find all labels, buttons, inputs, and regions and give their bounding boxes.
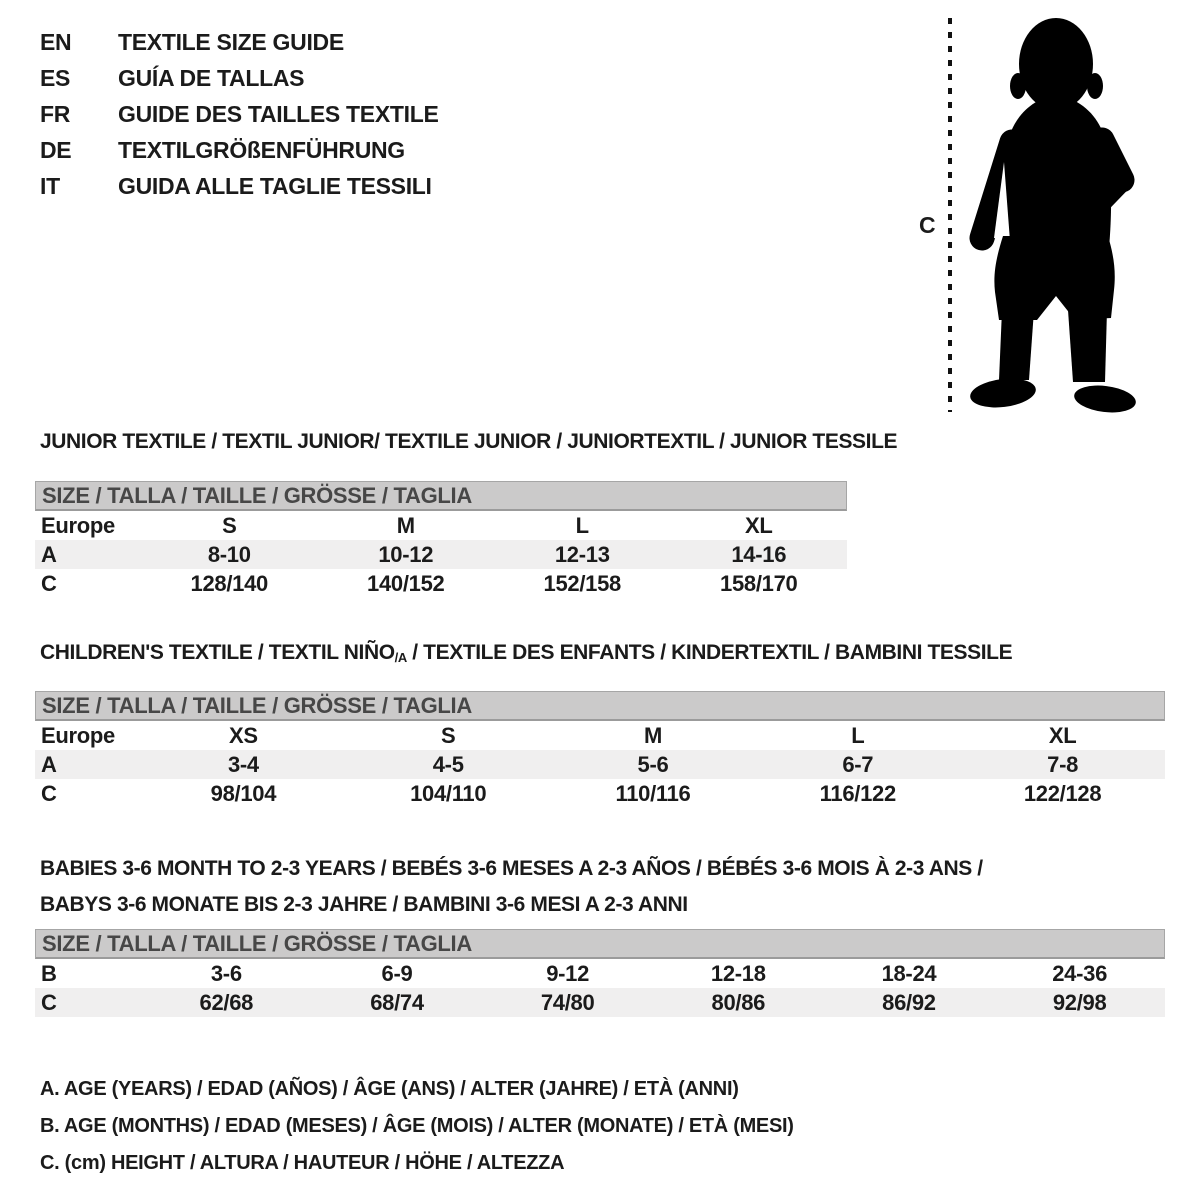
junior-age-row [35,540,847,569]
table-cell: 140/152 [367,570,445,596]
children-age-row [35,750,1165,779]
table-cell: 4-5 [346,750,551,779]
babies-title-line1: BABIES 3-6 MONTH TO 2-3 YEARS / BEBÉS 3-6 MESES A 2-3 AÑOS / BÉBÉS 3-6 MOIS À 2-3 ANS / [40,857,983,880]
language-row-fr [40,96,439,132]
children-section-title [40,641,1012,665]
table-cell: 80/86 [653,988,824,1017]
baby-silhouette-icon [969,18,1138,416]
table-cell: 98/104 [210,780,277,806]
table-cell: 6-9 [381,960,413,986]
table-cell: 5-6 [551,750,756,779]
table-cell: 18-24 [881,960,937,986]
table-cell: 74/80 [482,988,653,1017]
language-title: GUÍA DE TALLAS [118,64,305,91]
table-cell: 62/68 [141,988,312,1017]
legend-line-age-years: A. AGE (YEARS) / EDAD (AÑOS) / ÂGE (ANS) / ALTER (JAHRE) / ETÀ (ANNI) [40,1078,739,1100]
language-code: ES [40,64,71,91]
table-cell: L [851,722,865,748]
language-title-list [40,24,439,204]
table-cell: 10-12 [318,540,495,569]
height-measure-label: C [919,212,936,238]
junior-header-row [35,511,847,540]
table-cell: 158/170 [720,570,798,596]
children-size-table [35,721,1165,808]
table-cell: C [41,780,57,806]
children-title-text: CHILDREN'S TEXTILE / TEXTIL NIÑO [40,641,395,664]
table-cell: L [575,512,589,538]
babies-size-table [35,959,1165,1017]
baby-silhouette-figure [915,10,1145,420]
junior-section-title: JUNIOR TEXTILE / TEXTIL JUNIOR/ TEXTILE JUNIOR / JUNIORTEXTIL / JUNIOR TESSILE [40,430,898,453]
table-cell: 12-13 [494,540,671,569]
legend-line-age-months: B. AGE (MONTHS) / EDAD (MESES) / ÂGE (MOIS) / ALTER (MONATE) / ETÀ (MESI) [40,1115,794,1137]
table-cell: 86/92 [824,988,995,1017]
table-cell: 8-10 [141,540,318,569]
children-title-sub: /A [394,650,407,665]
table-cell: 9-12 [546,960,590,986]
table-cell: 110/116 [615,780,691,806]
babies-height-row [35,988,1165,1017]
language-title: TEXTILE SIZE GUIDE [118,28,344,55]
table-cell: M [643,722,662,748]
babies-size-header-bar: SIZE / TALLA / TAILLE / GRÖSSE / TAGLIA [35,929,1165,959]
table-cell: 92/98 [994,988,1165,1017]
table-cell: 122/128 [1023,780,1102,806]
language-row-en [40,24,439,60]
language-code: DE [40,136,72,163]
babies-section-title [40,851,983,923]
junior-height-row [35,569,847,598]
table-cell: 116/122 [819,780,896,806]
table-cell: A [35,750,141,779]
table-cell: A [35,540,141,569]
children-title-text: / TEXTILE DES ENFANTS / KINDERTEXTIL / BAMBINI TESSILE [406,641,1013,664]
language-title: TEXTILGRÖßENFÜHRUNG [118,136,405,163]
table-cell: S [441,722,456,748]
table-cell: C [35,988,141,1017]
children-height-row [35,779,1165,808]
language-row-it [40,168,439,204]
table-cell: 12-18 [710,960,766,986]
table-cell: 68/74 [312,988,483,1017]
language-code: IT [40,172,60,199]
table-cell: 6-7 [755,750,960,779]
table-cell: 152/158 [543,570,621,596]
junior-size-header-bar: SIZE / TALLA / TAILLE / GRÖSSE / TAGLIA [35,481,847,511]
children-header-row [35,721,1165,750]
babies-title-line2: BABYS 3-6 MONATE BIS 2-3 JAHRE / BAMBINI 3-6 MESI A 2-3 ANNI [40,893,688,916]
table-cell: XL [744,512,773,538]
table-cell: XS [229,722,258,748]
language-row-es [40,60,439,96]
table-cell: 24-36 [1052,960,1108,986]
language-title: GUIDE DES TAILLES TEXTILE [118,100,439,127]
legend-line-height-cm: C. (cm) HEIGHT / ALTURA / HAUTEUR / HÖHE / ALTEZZA [40,1152,565,1174]
junior-size-table [35,511,847,598]
table-cell: XL [1048,722,1077,748]
table-cell: C [41,570,57,596]
table-cell: 7-8 [960,750,1165,779]
table-cell: Europe [41,722,115,748]
children-size-header-bar: SIZE / TALLA / TAILLE / GRÖSSE / TAGLIA [35,691,1165,721]
language-code: EN [40,28,72,55]
table-cell: B [41,960,57,986]
language-row-de [40,132,439,168]
table-cell: M [396,512,415,538]
measurement-legend [40,1071,794,1182]
table-cell: Europe [41,512,115,538]
table-cell: 3-4 [141,750,346,779]
table-cell: 104/110 [410,780,487,806]
table-cell: 128/140 [190,570,268,596]
babies-months-row [35,959,1165,988]
language-title: GUIDA ALLE TAGLIE TESSILI [118,172,432,199]
table-cell: S [222,512,237,538]
table-cell: 14-16 [671,540,848,569]
language-code: FR [40,100,71,127]
table-cell: 3-6 [210,960,242,986]
